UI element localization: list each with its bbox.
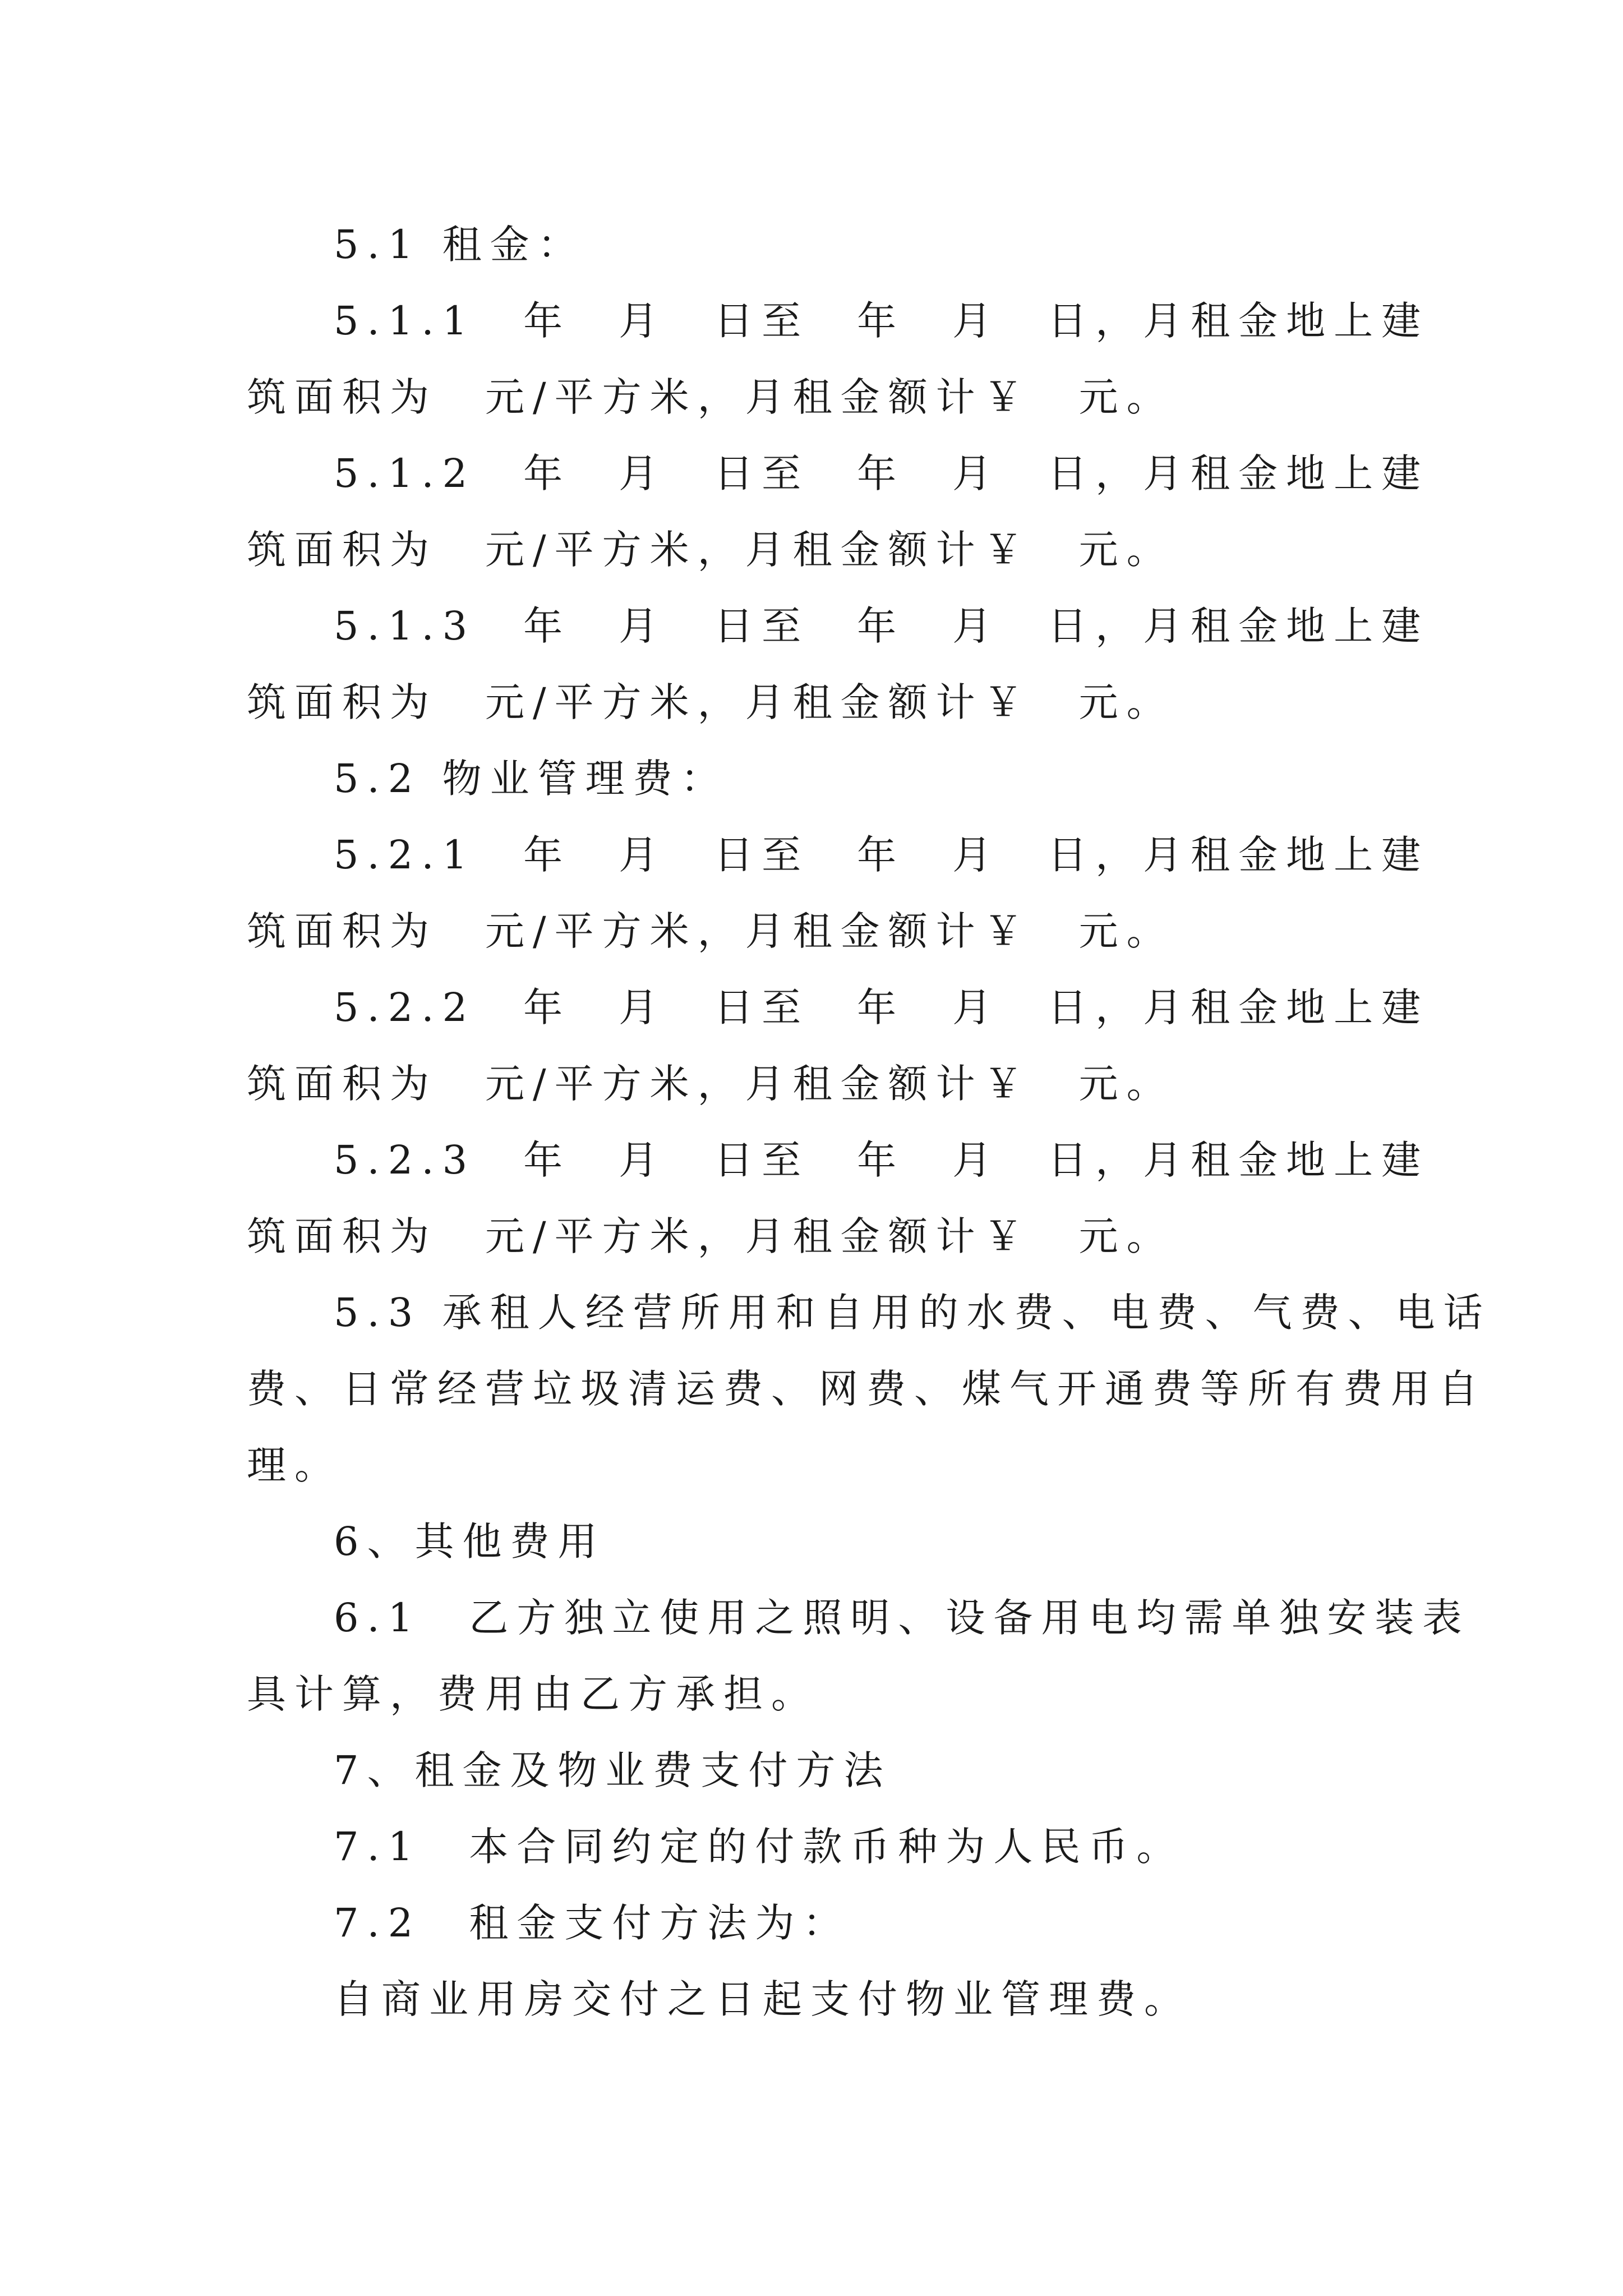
- paragraph-5-2-1: 5.2.1 年 月 日至 年 月 日，月租金地上建: [334, 832, 1430, 878]
- heading-5-1: 5.1 租金：: [334, 222, 585, 268]
- paragraph-6-1: 6.1 乙方独立使用之照明、设备用电均需单独安装表: [334, 1595, 1470, 1641]
- paragraph-5-2-2: 5.2.2 年 月 日至 年 月 日，月租金地上建: [334, 984, 1430, 1030]
- paragraph-5-1-2: 5.1.2 年 月 日至 年 月 日，月租金地上建: [334, 450, 1430, 496]
- paragraph-5-3-cont: 费、日常经营垃圾清运费、网费、煤气开通费等所有费用自: [247, 1366, 1486, 1412]
- heading-7: 7、租金及物业费支付方法: [334, 1747, 892, 1793]
- paragraph-7-2: 7.2 租金支付方法为：: [334, 1900, 851, 1946]
- paragraph-5-1-1: 5.1.1 年 月 日至 年 月 日，月租金地上建: [334, 298, 1430, 344]
- heading-5-2: 5.2 物业管理费：: [334, 756, 728, 802]
- heading-6: 6、其他费用: [334, 1519, 606, 1565]
- paragraph-5-3-end: 理。: [247, 1442, 342, 1488]
- paragraph-5-1-3: 5.1.3 年 月 日至 年 月 日，月租金地上建: [334, 603, 1430, 649]
- paragraph-5-2-3-cont: 筑面积为 元/平方米，月租金额计￥ 元。: [247, 1213, 1174, 1259]
- paragraph-5-2-2-cont: 筑面积为 元/平方米，月租金额计￥ 元。: [247, 1061, 1174, 1107]
- paragraph-5-3: 5.3 承租人经营所用和自用的水费、电费、气费、电话: [334, 1290, 1491, 1336]
- paragraph-5-2-1-cont: 筑面积为 元/平方米，月租金额计￥ 元。: [247, 908, 1174, 954]
- paragraph-5-1-1-cont: 筑面积为 元/平方米，月租金额计￥ 元。: [247, 374, 1174, 420]
- paragraph-7-1: 7.1 本合同约定的付款币种为人民币。: [334, 1824, 1184, 1870]
- paragraph-7-2-detail: 自商业用房交付之日起支付物业管理费。: [334, 1976, 1192, 2022]
- paragraph-5-1-3-cont: 筑面积为 元/平方米，月租金额计￥ 元。: [247, 679, 1174, 725]
- paragraph-5-1-2-cont: 筑面积为 元/平方米，月租金额计￥ 元。: [247, 527, 1174, 573]
- paragraph-6-1-cont: 具计算，费用由乙方承担。: [247, 1671, 819, 1717]
- paragraph-5-2-3: 5.2.3 年 月 日至 年 月 日，月租金地上建: [334, 1137, 1430, 1183]
